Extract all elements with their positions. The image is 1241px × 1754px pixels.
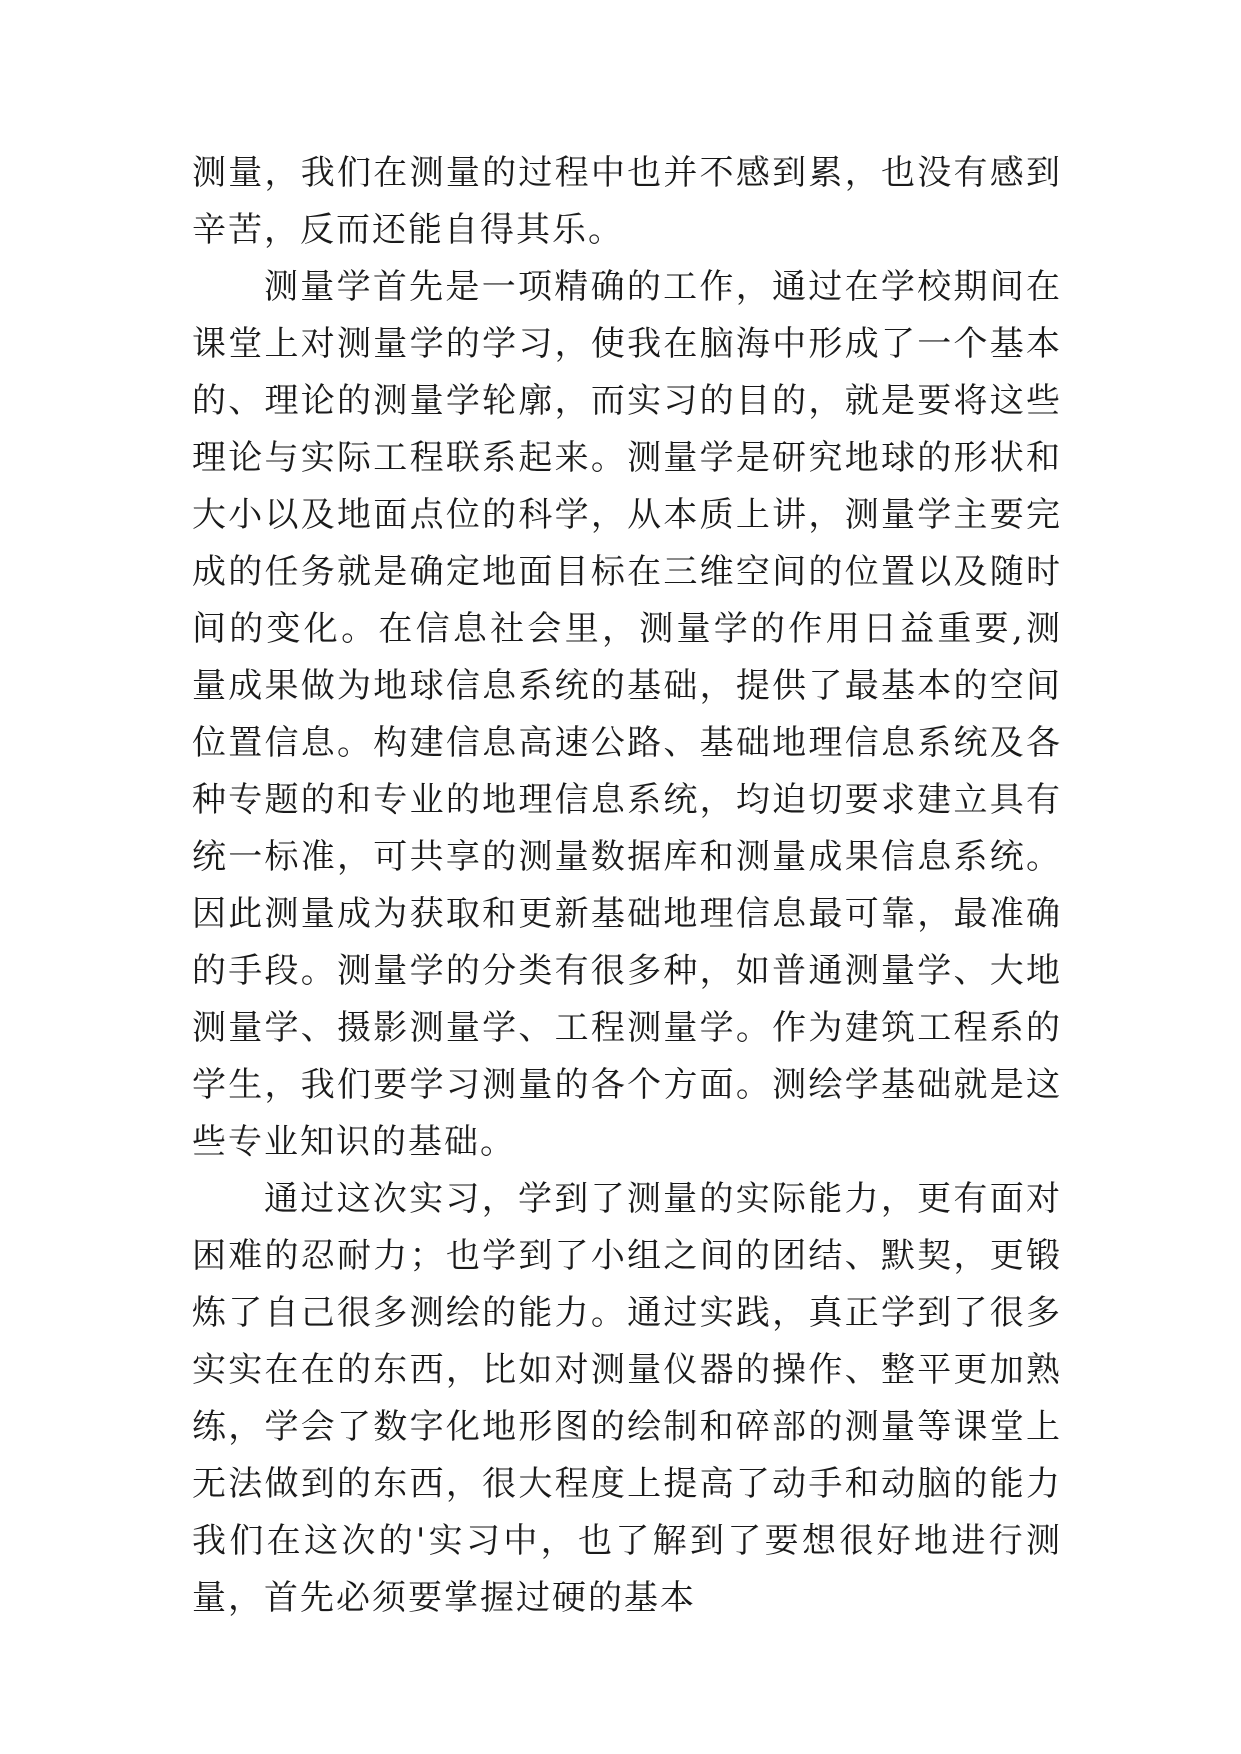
document-body	[192, 145, 1062, 1627]
paragraph-1: 测量，我们在测量的过程中也并不感到累，也没有感到辛苦，反而还能自得其乐。	[192, 153, 1062, 250]
paragraph-2: 测量学首先是一项精确的工作，通过在学校期间在课堂上对测量学的学习，使我在脑海中形成了一个基本的、理论的测量学轮廓，而实习的目的，就是要将这些理论与实际工程联系起来。测量学是研究地球的形状和大小以及地面点位的科学，从本质上讲，测量学主要完成的任务就是确定地面目标在三维空间的位置以及随时间的变化。在信息社会里，测量学的作用日益重要,测量成果做为地球信息系统的基础，提供了最基本的空间位置信息。构建信息高速公路、基础地理信息系统及各种专题的和专业的地理信息系统，均迫切要求建立具有统一标准，可共享的测量数据库和测量成果信息系统。因此测量成为获取和更新基础地理信息最可靠，最准确的手段。测量学的分类有很多种，如普通测量学、大地测量学、摄影测量学、工程测量学。作为建筑工程系的学生，我们要学习测量的各个方面。测绘学基础就是这些专业知识的基础。	[192, 267, 1062, 1162]
paragraph-3: 通过这次实习，学到了测量的实际能力，更有面对困难的忍耐力；也学到了小组之间的团结、默契，更锻炼了自己很多测绘的能力。通过实践，真正学到了很多实实在在的东西，比如对测量仪器的操作、整平更加熟练，学会了数字化地形图的绘制和碎部的测量等课堂上无法做到的东西，很大程度上提高了动手和动脑的能力 我们在这次的'实习中，也了解到了要想很好地进行测量，首先必须要掌握过硬的基本	[192, 1179, 1062, 1618]
